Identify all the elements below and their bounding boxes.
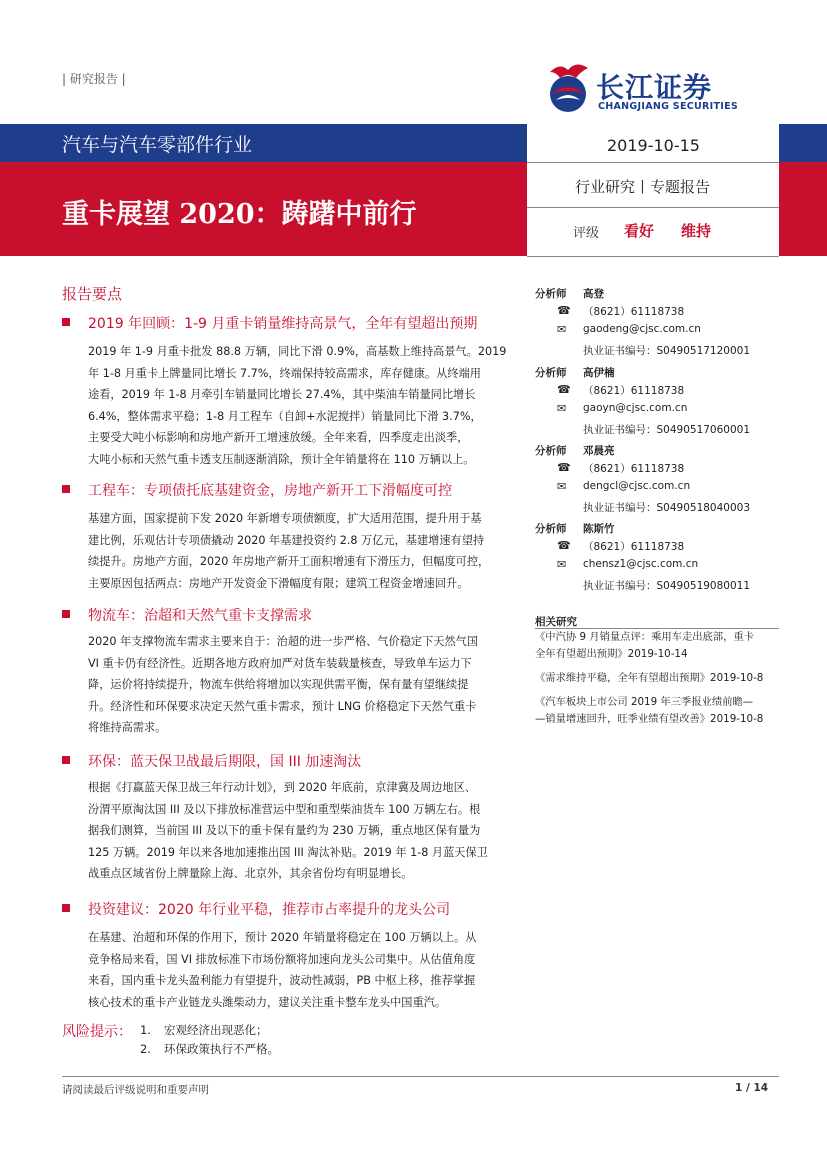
section-title: 物流车：治超和天然气重卡支撑需求 (62, 605, 312, 625)
section-title: 环保：蓝天保卫战最后期限，国 III 加速淘汰 (62, 751, 361, 771)
section-paragraph: 2019 年 1-9 月重卡批发 88.8 万辆，同比下滑 0.9%，高基数上维持高景气。2019 年 1-8 月重卡上牌量同比增长 7.7%，终端保持较高需求，库存健康。从终端用 途看，2019 年 1-8 月牵引车销量同比增长 27.4%，其中柴油车销量同比增长 6.4%，整体需求平稳；1-8 月工程车（自卸+水泥搅拌）销量同比下滑 3.7%， 主要受大吨小标影响和房地产新开工增速放缓。全年来看，四季度走出淡季， 大吨小标和天然气重卡透支压制逐渐消除，预计全年销量将在 110 万辆以上。 (88, 345, 507, 466)
risk-item: 2. 环保政策执行不严格。 (140, 1042, 279, 1056)
analyst-email[interactable]: gaodeng@cjsc.com.cn (583, 323, 701, 335)
divider (527, 256, 779, 257)
summary-heading: 报告要点 (62, 285, 123, 303)
email-icon: ✉ (557, 323, 567, 336)
footer-disclaimer: 请阅读最后评级说明和重要声明 (62, 1084, 209, 1096)
bullet-square-icon (62, 318, 70, 326)
logo-chinese-name: 长江证券 (596, 71, 713, 104)
email-icon: ✉ (557, 480, 567, 493)
section-paragraph: 在基建、治超和环保的作用下，预计 2020 年销量将稳定在 100 万辆以上。从 竞争格局来看，国 VI 排放标准下市场份额将加速向龙头公司集中。从估值角度 来看，国内重卡龙头盈利能力有望提升，波动性减弱，PB 中枢上移，推荐掌握 核心技术的重卡产业链龙头潍柴动力，建议关注重卡整车龙头中国重汽。 (88, 931, 477, 1009)
report-type-label: | 研究报告 | (62, 72, 126, 86)
analyst-email[interactable]: chensz1@cjsc.com.cn (583, 558, 699, 570)
analyst-name: 邓晨亮 (583, 445, 615, 457)
logo-mark-icon (542, 58, 594, 116)
bullet-square-icon (62, 904, 70, 912)
email-icon: ✉ (557, 402, 567, 415)
analyst-license: 执业证书编号：S0490518040003 (583, 502, 751, 514)
rating-label: 评级 (573, 226, 600, 241)
report-kind: 行业研究丨专题报告 (575, 178, 711, 196)
banner-right-blue-block (779, 124, 827, 162)
footer-divider (62, 1076, 779, 1077)
risk-item: 1. 宏观经济出现恶化； (140, 1023, 268, 1037)
analyst-name: 陈斯竹 (583, 523, 615, 535)
phone-icon: ☎ (557, 461, 571, 474)
analyst-label: 分析师 (535, 288, 567, 300)
section-paragraph: 2020 年支撑物流车需求主要来自于：治超的进一步严格、气价稳定下天然气国 VI 重卡仍有经济性。近期各地方政府加严对货车装载量核查，导致单车运力下 降，运价将持续提升，物流车供给将增加以实现供需平衡，保有量有望继续提 升。经济性和环保要求决定天然气重卡需求，预计 LNG 价格稳定下天然气重卡 将维持高需求。 (88, 635, 479, 734)
phone-icon: ☎ (557, 304, 571, 317)
bullet-square-icon (62, 610, 70, 618)
logo-english-name: CHANGJIANG SECURITIES (598, 101, 739, 112)
analyst-phone: （8621）61118738 (583, 463, 685, 475)
related-research-item[interactable]: 《汽车板块上市公司 2019 年三季报业绩前瞻— —销量增速回升，旺季业绩有望改善》2019-10-8 (535, 696, 764, 725)
bullet-square-icon (62, 485, 70, 493)
analyst-name: 高登 (583, 288, 604, 300)
divider (527, 207, 779, 208)
page-number: 1 / 14 (735, 1082, 769, 1094)
banner-right-red-block (779, 162, 827, 256)
analyst-name: 高伊楠 (583, 367, 615, 379)
analyst-license: 执业证书编号：S0490519080011 (583, 580, 751, 592)
analyst-label: 分析师 (535, 445, 567, 457)
phone-icon: ☎ (557, 539, 571, 552)
analyst-email[interactable]: gaoyn@cjsc.com.cn (583, 402, 688, 414)
company-logo (542, 58, 762, 118)
bullet-square-icon (62, 756, 70, 764)
rating-change: 维持 (681, 222, 712, 240)
analyst-label: 分析师 (535, 523, 567, 535)
phone-icon: ☎ (557, 383, 571, 396)
section-title: 2019 年回顾：1-9 月重卡销量维持高景气，全年有望超出预期 (62, 313, 477, 333)
industry-title: 汽车与汽车零部件行业 (62, 134, 253, 156)
rating-value: 看好 (624, 222, 655, 240)
section-paragraph: 基建方面，国家提前下发 2020 年新增专项债额度，扩大适用范围，提升用于基 建比例，乐观估计专项债撬动 2020 年基建投资约 2.8 万亿元，基建增速有望持 续提升。房地产方面，2020 年房地产新开工面积增速有下滑压力，但幅度可控， 主要原因包括两点：房地产开发资金下滑幅度有限；建筑工程资金增速回升。 (88, 512, 490, 590)
section-paragraph: 根据《打赢蓝天保卫战三年行动计划》，到 2020 年底前，京津冀及周边地区、 汾渭平原淘汰国 III 及以下排放标准营运中型和重型柴油货车 100 万辆左右。根 据我们测算，当前国 III 及以下的重卡保有量约为 230 万辆，重点地区保有量为 125 万辆。2019 年以来各地加速推出国 III 淘汰补贴。2019 年 1-8 月蓝天保卫 战重点区域省份上牌量除上海、北京外，其余省份均有明显增长。 (88, 781, 488, 880)
section-title: 投资建议：2020 年行业平稳，推荐市占率提升的龙头公司 (62, 899, 450, 919)
risk-label: 风险提示： (62, 1024, 132, 1040)
related-research-item[interactable]: 《需求维持平稳，全年有望超出预期》2019-10-8 (535, 672, 764, 684)
analyst-label: 分析师 (535, 367, 567, 379)
email-icon: ✉ (557, 558, 567, 571)
report-date: 2019-10-15 (607, 136, 700, 155)
analyst-email[interactable]: dengcl@cjsc.com.cn (583, 480, 691, 492)
analyst-license: 执业证书编号：S0490517060001 (583, 424, 751, 436)
divider (527, 162, 779, 163)
related-research-item[interactable]: 《中汽协 9 月销量点评：乘用车走出底部，重卡 全年有望超出预期》2019-10-14 (535, 631, 755, 660)
analyst-phone: （8621）61118738 (583, 385, 685, 397)
related-research-heading: 相关研究 (535, 616, 577, 628)
report-title: 重卡展望 2020：踌躇中前行 (62, 199, 417, 230)
analyst-phone: （8621）61118738 (583, 306, 685, 318)
section-title: 工程车：专项债托底基建资金，房地产新开工下滑幅度可控 (62, 480, 452, 500)
analyst-license: 执业证书编号：S0490517120001 (583, 345, 751, 357)
analyst-phone: （8621）61118738 (583, 541, 685, 553)
